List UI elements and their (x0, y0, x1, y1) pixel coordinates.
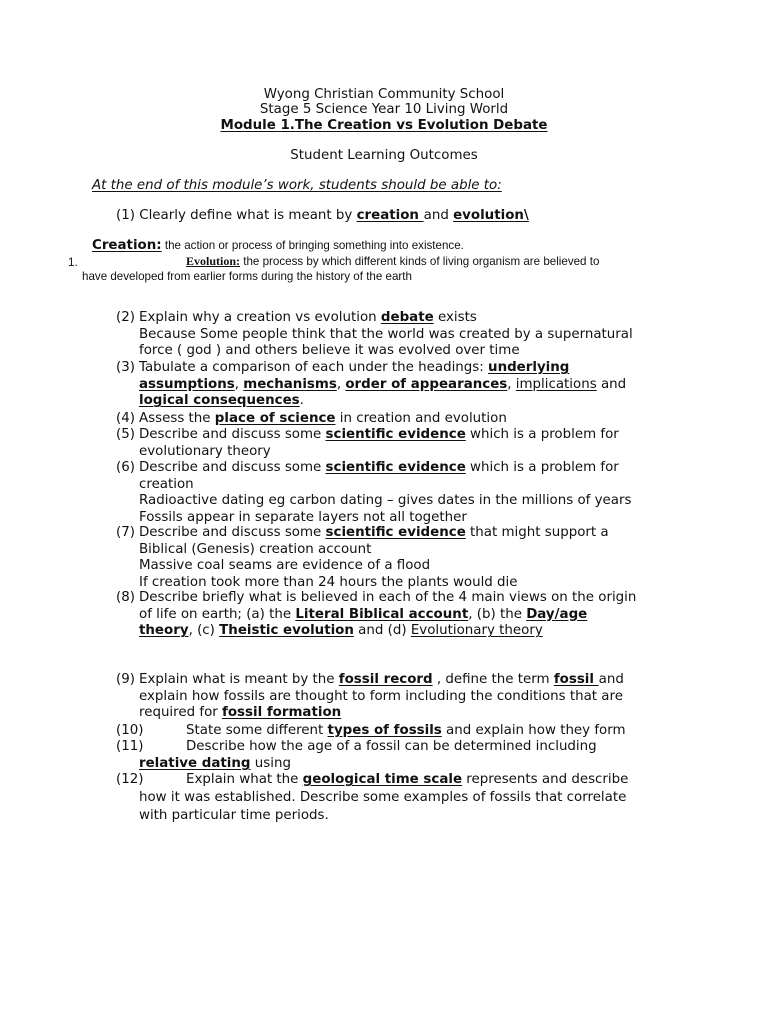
keyword-creation: creation (356, 208, 424, 223)
outcome-number: (10) (116, 723, 144, 738)
outcome-text: and explain how they form (441, 723, 626, 738)
outcome-11-cont (139, 756, 291, 772)
outcome-10-text (186, 723, 626, 739)
outcome-9 (116, 672, 676, 722)
answer-line: Radioactive dating eg carbon dating – gives dates in the millions of years (139, 493, 632, 509)
outcome-text: Tabulate a comparison of each under the headings: (139, 360, 489, 375)
outcome-8 (116, 590, 676, 640)
evolution-def-cont: have developed from earlier forms during the history of the earth (82, 270, 412, 283)
outcome-text: of life on earth; (a) the (139, 606, 296, 622)
keyword-implications: implications (515, 376, 597, 392)
separator: , (234, 376, 244, 392)
outcome-text: exists (433, 310, 477, 325)
outcome-text: evolutionary theory (139, 443, 271, 459)
outcome-5 (116, 427, 676, 460)
outcome-text: which is a problem for (465, 427, 619, 442)
answer-line: Massive coal seams are evidence of a flood (139, 558, 431, 574)
outcome-number: (9) (116, 672, 135, 687)
outcome-text: Describe and discuss some (139, 427, 326, 442)
outcome-text: and (598, 672, 624, 687)
outcome-text: Biblical (Genesis) creation account (139, 541, 372, 557)
outcome-text: creation (139, 476, 194, 492)
keyword-scientific-evidence: scientific evidence (325, 525, 466, 540)
keyword-scientific-evidence: scientific evidence (325, 427, 466, 442)
keyword-mechanisms: mechanisms (243, 376, 337, 392)
creation-definition (92, 238, 464, 254)
answer-line: Fossils appear in separate layers not all together (139, 509, 467, 525)
keyword-debate: debate (380, 310, 434, 325)
outcome-text: , define the term (432, 672, 554, 687)
intro-line: At the end of this module’s work, students should be able to: (92, 178, 502, 193)
keyword-theory: theory (139, 623, 189, 639)
separator: , (336, 376, 346, 392)
separator: , (507, 376, 516, 392)
keyword-evolutionary-theory: Evolutionary theory (410, 623, 543, 639)
outcome-number: (3) (116, 360, 135, 375)
outcome-text: represents and describe (462, 772, 629, 787)
outcome-12 (116, 772, 144, 788)
keyword-scientific-evidence: scientific evidence (325, 460, 466, 475)
keyword-fossil-record: fossil record (338, 672, 433, 687)
evolution-def: the process by which different kinds of living organism are believed to (240, 255, 600, 268)
keyword-logical: logical consequences (139, 393, 300, 409)
outcome-text: Explain why a creation vs evolution (139, 310, 381, 325)
outcome-7 (116, 525, 676, 591)
keyword-place-of-science: place of science (214, 411, 336, 426)
keyword-assumptions: assumptions (139, 376, 235, 392)
outcome-text: in creation and evolution (335, 411, 507, 426)
keyword-literal-biblical: Literal Biblical account (295, 606, 469, 622)
creation-term: Creation: (92, 238, 162, 253)
outcome-text: Describe and discuss some (139, 460, 326, 475)
outcome-text: and (596, 376, 627, 392)
outcome-number: (8) (116, 590, 135, 605)
list-number: 1. (68, 256, 78, 269)
separator: . (299, 393, 304, 409)
keyword-fossil-formation: fossil formation (222, 705, 342, 721)
outcome-12-text (186, 772, 628, 788)
outcome-text: using (250, 756, 291, 771)
answer-line: Because Some people think that the world was created by a supernatural (139, 326, 633, 342)
module-title: Module 1.The Creation vs Evolution Debate (220, 118, 548, 133)
outcome-3 (116, 360, 676, 410)
keyword-relative-dating: relative dating (139, 756, 251, 771)
outcome-number: (7) (116, 525, 135, 540)
outcome-text: Assess the (139, 411, 215, 426)
outcome-text: and (423, 208, 454, 223)
outcome-text: Clearly define what is meant by (139, 208, 357, 223)
outcome-text: , (c) (188, 623, 220, 639)
answer-line: force ( god ) and others believe it was evolved over time (139, 343, 520, 359)
outcome-number: (6) (116, 460, 135, 475)
outcome-11-text: Describe how the age of a fossil can be determined including (186, 739, 597, 754)
evolution-term: Evolution: (186, 254, 241, 268)
outcome-text: that might support a (465, 525, 609, 540)
course-title: Stage 5 Science Year 10 Living World (259, 102, 509, 117)
outcome-text: Describe and discuss some (139, 525, 326, 540)
outcome-12-cont: how it was established. Describe some examples of fossils that correlate (139, 790, 627, 805)
outcome-text: Describe briefly what is believed in each of the 4 main views on the origin (139, 590, 637, 605)
outcome-number: (4) (116, 411, 135, 426)
outcome-text: and (d) (353, 623, 411, 639)
evolution-definition (186, 254, 599, 269)
outcome-number: (1) (116, 208, 135, 223)
school-name: Wyong Christian Community School (263, 87, 505, 102)
keyword-day-age: Day/age (526, 606, 588, 622)
keyword-underlying: underlying (488, 360, 570, 375)
outcome-number: (2) (116, 310, 135, 325)
outcome-2 (116, 310, 676, 360)
outcome-11 (116, 739, 144, 755)
keyword-evolution: evolution\ (453, 208, 529, 223)
outcome-10 (116, 723, 144, 739)
keyword-theistic-evolution: Theistic evolution (219, 623, 354, 639)
outcome-text: Explain what is meant by the (139, 672, 339, 687)
outcome-1 (116, 208, 529, 224)
outcome-text: explain how fossils are thought to form including the conditions that are (139, 688, 623, 704)
answer-line: If creation took more than 24 hours the plants would die (139, 574, 518, 590)
keyword-fossil: fossil (553, 672, 599, 687)
outcome-text: , (b) the (468, 606, 527, 622)
outcome-text: State some different (186, 723, 328, 738)
outcome-number: (12) (116, 772, 144, 787)
keyword-types-of-fossils: types of fossils (327, 723, 442, 738)
outcome-number: (5) (116, 427, 135, 442)
outcome-text: Explain what the (186, 772, 303, 787)
keyword-order: order of appearances (345, 376, 508, 392)
outcomes-heading: Student Learning Outcomes (290, 148, 478, 163)
outcome-6 (116, 460, 676, 526)
keyword-geological-time-scale: geological time scale (302, 772, 463, 787)
outcome-text: which is a problem for (465, 460, 619, 475)
outcome-text: required for (139, 705, 223, 721)
outcome-number: (11) (116, 739, 144, 754)
outcome-4 (116, 411, 676, 428)
outcome-12-cont: with particular time periods. (139, 808, 329, 823)
creation-def: the action or process of bringing something into existence. (161, 239, 464, 252)
